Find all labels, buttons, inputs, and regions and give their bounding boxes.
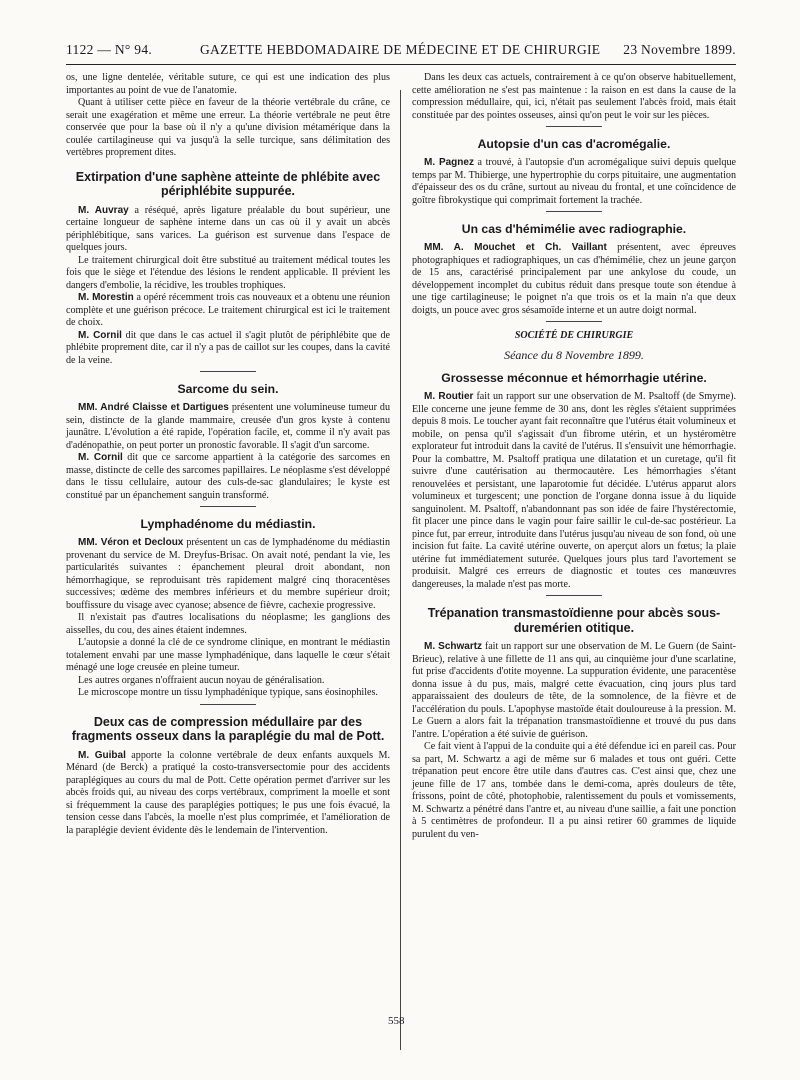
header-page-number: 1122 — N° 94.	[66, 42, 153, 57]
paragraph: MM. Véron et Decloux présentent un cas de lymphadénome du médiastin provenant du service de M. Dreyfus-Brisac. On avait noté, pendant la vie, les particularités suivantes : épanchement pleural droit abondant, non hémorrhagique, se reproduisant très rapidement malgré cinq thoracentèses successives; œdème des membres inférieurs et du membre supérieur droit; bouffissure du visage avec cyanose; absence de fièvre, cachexie progressive.	[66, 537, 390, 611]
section-rule	[200, 506, 256, 507]
section-title: Deux cas de compression médullaire par des fragments osseux dans la paraplégie du mal de Pott.	[71, 714, 385, 743]
paragraph: Les autres organes n'offraient aucun noyau de généralisation.	[78, 674, 325, 686]
section-title: Un cas d'hémimélie avec radiographie.	[461, 222, 687, 236]
session-date: Séance du 8 Novembre 1899.	[504, 347, 644, 362]
section-rule	[546, 321, 602, 322]
author-name: M. Cornil	[78, 452, 123, 463]
section-title: Extirpation d'une saphène atteinte de phlébite avec périphlébite suppurée.	[75, 169, 381, 198]
paragraph: Dans les deux cas actuels, contrairement à ce qu'on observe habituellement, cette amélioration ne s'est pas maintenue : la raison en est dans la cause de la compression médullaire, qui, ici, n'était pas seulement l'abcès froid, mais était constituée par des pointes osseuses, ainsi qu'on peut le voir sur les pièces.	[412, 72, 736, 121]
section-title: Trépanation transmastoïdienne pour abcès sous-duremérien otitique.	[427, 606, 721, 635]
page-folio: 558	[388, 1015, 405, 1027]
paragraph: M. Cornil dit que dans le cas actuel il s'agit plutôt de périphlébite que de phlébite proprement dite, car il n'y a pas de caillot sur les coupes, dans la cavité de la veine.	[66, 329, 391, 366]
author-name: M. Guibal	[78, 749, 126, 761]
author-name: M. Auvray	[78, 204, 129, 216]
paragraph: M. Schwartz fait un rapport sur une observation de M. Le Guern (de Saint-Brieuc), relative à une fillette de 11 ans qui, au cinquième jour d'une scarlatine, fut prise d'accidents d'otite moyenne. La suppuration évidente, une paracentèse donna issue à du pus, mais, malgré cette évacuation, cinq jours plus tard apparaissaient des douleurs de tête, de la somnolence, de la fièvre et de l'accélération du pouls. L'apophyse mastoïde était douloureuse à la pression. M. Le Guern a alors fait la trépanation transmastoïdienne et trouvé du pus dans l'antre. L'opération a été suivie de guérison.	[412, 641, 736, 740]
section-rule	[200, 704, 256, 705]
section-title: Grossesse méconnue et hémorrhagie utérine.	[441, 371, 707, 385]
paragraph: M. Morestin a opéré récemment trois cas nouveaux et a obtenu une réunion complète et une guérison précoce. Le traitement chirurgical est ici le traitement de choix.	[66, 292, 390, 328]
section-title: Autopsie d'un cas d'acromégalie.	[477, 137, 671, 151]
paragraph: M. Guibal apporte la colonne vertébrale de deux enfants auxquels M. Ménard (de Berck) a pratiqué la costo-transversectomie pour des accidents paraplégiques au cours du mal de Pott. Cette opération permet d'arriver sur les abcès froids qui, au niveau des corps vertébraux, compriment la moelle et sont si fréquemment la cause des paraplégies pottiques; le pus une fois évacué, la tension cesse dans l'abcès, la moelle n'est plus comprimée, et l'amélioration de la paraplégie devient évidente dès le lendemain de l'intervention.	[66, 749, 391, 836]
paragraph: M. Pagnez a trouvé, à l'autopsie d'un acromégalique suivi depuis quelque temps par M. Thibierge, une hypertrophie du corps pituitaire, une augmentation d'épaisseur des os du crâne, surtout au niveau du frontal, et une coïncidence de goître fibrokystique qui comprimait fortement la trachée.	[412, 157, 736, 206]
header-date: 23 Novembre 1899.	[623, 42, 736, 57]
paragraph: os, une ligne dentelée, véritable suture, ce qui est une indication des plus importantes au point de vue de l'anatomie.	[66, 72, 390, 96]
paragraph: Le microscope montre un tissu lymphadénique typique, sans éosinophiles.	[78, 687, 378, 698]
section-rule	[546, 595, 602, 596]
author-name: MM. A. Mouchet et Ch. Vaillant	[424, 242, 607, 253]
column-divider	[400, 90, 401, 1050]
paragraph: Ce fait vient à l'appui de la conduite qui a été défendue ici en pareil cas. Pour sa part, M. Schwartz a agi de même sur 6 malades et tous ont guéri. Cette trépanation peut encore être utile dans d'autres cas. C'est ainsi que, chez une jeune fille de 17 ans, tombée dans le demi-coma, après douleurs de tête, frissons, point de côté, photophobie, ralentissement du pouls et vomissements, M. Schwartz a pénétré dans l'antre et, au niveau d'une saillie, a fait une ponction à 5 centimètres de profondeur. Il a pu ainsi retirer 60 grammes de liquide purulent du ven-	[412, 741, 736, 840]
paragraph: M. Auvray a réséqué, après ligature préalable du bout supérieur, une certaine longueur de saphène interne dans un cas où il y avait un abcès périphlébitique, sans varices. La guérison est survenue dans l'espace de quelques jours.	[66, 204, 390, 253]
paragraph: M. Cornil dit que ce sarcome appartient à la catégorie des sarcomes en masse, distincte de celle des sarcomes papillaires. Le néoplasme s'est développé dans le tissu cellulaire, autour des culs-de-sac glandulaires; le kyste est constitué par un épanchement sanguin transformé.	[66, 452, 390, 501]
author-name: MM. Véron et Decloux	[78, 537, 184, 548]
author-name: M. Pagnez	[424, 157, 474, 168]
section-rule	[200, 371, 256, 372]
paragraph: L'autopsie a donné la clé de ce syndrome clinique, en montrant le médiastin totalement envahi par une masse lymphadénique, dans laquelle le cœur s'était ménagé une loge creusée en pleine tumeur.	[66, 637, 390, 673]
section-rule	[546, 126, 602, 127]
right-column	[412, 72, 736, 841]
paragraph: MM. A. Mouchet et Ch. Vaillant présentent, avec épreuves photographiques et radiographiques, un cas d'hémimélie, chez un jeune garçon de 15 ans, caractérisé principalement par une ankylose du coude, un développement incomplet du cubitus réduit dans presque toute son étendue à une tige cartilagineuse; le poignet n'a que trois os et la main n'a que deux doigts, un pouce avec gros sésamoïde interne et un autre doigt normal.	[412, 242, 736, 316]
paragraph: MM. André Claisse et Dartigues présentent une volumineuse tumeur du sein, distincte de la glande mammaire, creusée d'un gros kyste à contenu jaunâtre. L'évolution a été rapide, l'opération facile, et, comme il n'y avait pas d'adénopathie, on peut porter un pronostic favorable. Il s'agit d'un sarcome.	[66, 402, 390, 451]
paragraph: Quant à utiliser cette pièce en faveur de la théorie vertébrale du crâne, ce serait une exagération et même une erreur. La théorie vertébrale ne peut être conservée que pour la base où il n'y a qu'une division métamérique dans la coulée cartilagineuse qui va jusqu'à la selle turcique, sans délimitation des vertèbres proprement dites.	[66, 97, 390, 158]
paragraph: Le traitement chirurgical doit être substitué au traitement médical toutes les fois que le siège et l'étendue des lésions le rendent applicable. Il prévient les dangers d'embolie, la récidive, les troubles trophiques.	[66, 254, 390, 291]
left-column	[66, 72, 390, 837]
header-rule	[66, 64, 736, 65]
section-rule	[546, 211, 602, 212]
section-title: Sarcome du sein.	[177, 382, 279, 396]
author-name: M. Schwartz	[424, 641, 483, 652]
header-journal-title: GAZETTE HEBDOMADAIRE DE MÉDECINE ET DE CHIRURGIE	[200, 42, 601, 57]
paragraph: M. Routier fait un rapport sur une observation de M. Psaltoff (de Smyrne). Elle concerne une jeune femme de 30 ans, dont les règles s'étaient supprimées depuis 8 mois. Le toucher ayant fait reconnaître que l'utérus était volumineux et mobile, on pensa qu'il s'agissait d'un fibrome utérin, et un hystéromètre explorateur fut introduit dans la cavité de l'utérus. Il s'ensuivit une hémorrhagie. Pour la combattre, M. Psaltoff pratiqua une dilatation et un curetage, qu'il fit suivre d'une cautérisation au thermocautère. Les hémorrhagies s'étant renouvelées et persistant, une laparotomie fut décidée. L'utérus apparut alors volumineux et turgescent; une ponction de l'organe donna issue à du liquide sanguinolent. M. Psaltoff, n'abandonnant pas son idée de faire l'hystérectomie, fit placer une pince dans le vagin pour faire saillir le cul-de-sac postérieur. La pince fut, par erreur, introduite dans l'utérus jusqu'au niveau de son fond, où une incision fut faite. La cavité utérine ouverte, on aperçut alors un fœtus; la plaie utérine fut immédiatement suturée. Quelques jours plus tard l'avortement se produisit. Malgré ces erreurs de diagnostic et toutes ces manœuvres dangereuses, la malade n'est pas morte.	[412, 391, 736, 590]
paragraph: Il n'existait pas d'autres localisations du néoplasme; les ganglions des aisselles, du cou, des aines étaient indemnes.	[66, 612, 390, 636]
author-name: MM. André Claisse et Dartigues	[78, 402, 229, 413]
society-heading: SOCIÉTÉ DE CHIRURGIE	[514, 330, 634, 341]
section-title: Lymphadénome du médiastin.	[140, 517, 316, 531]
author-name: M. Cornil	[78, 329, 122, 341]
author-name: M. Routier	[424, 391, 474, 402]
author-name: M. Morestin	[78, 292, 134, 303]
running-header	[66, 40, 736, 62]
